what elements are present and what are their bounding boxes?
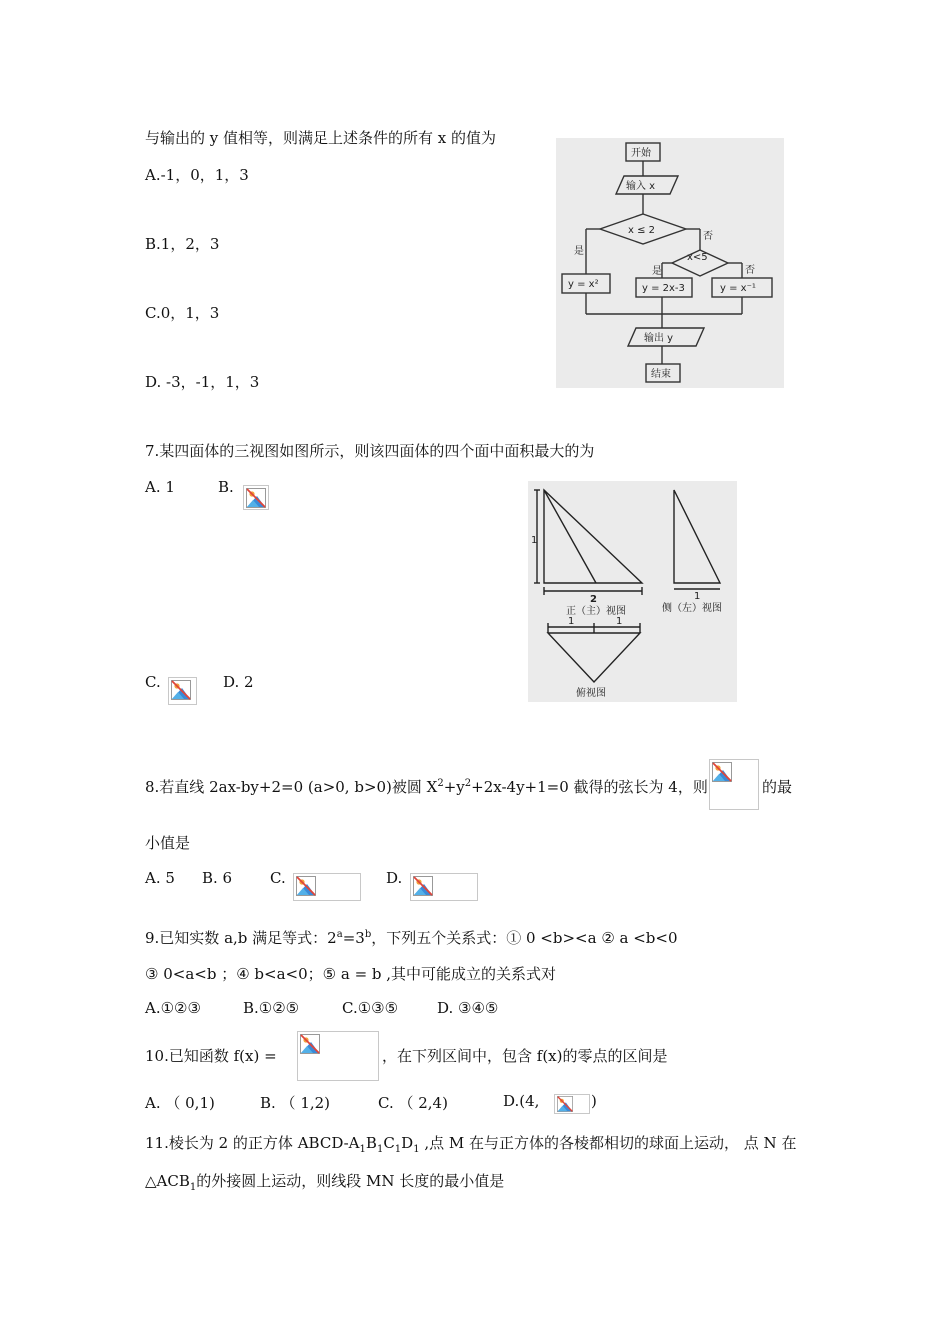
broken-image-icon <box>410 873 478 901</box>
flow-input-label: 输入 x <box>626 181 656 192</box>
q8-option-a: A. 5 <box>145 869 175 887</box>
broken-image-icon <box>293 873 361 901</box>
flow-out3-label: y = x⁻¹ <box>720 283 756 294</box>
q11-sub-b1: 1 <box>376 1144 384 1155</box>
q10-option-a: A. （ 0,1) <box>145 1094 215 1112</box>
q9-stem-part-a: 9.已知实数 a,b 满足等式：2 <box>145 929 337 947</box>
q9-stem-line2: ③ 0<a<b ；④ b<a<0；⑤ a = b ,其中可能成立的关系式对 <box>145 965 557 983</box>
q11-part-d: D <box>401 1134 414 1152</box>
top-left-label: 1 <box>568 616 575 627</box>
top-right-label: 1 <box>616 616 623 627</box>
flow-cond1-label: x ≤ 2 <box>628 225 656 236</box>
q11-sub-b1-tri: 1 <box>189 1182 197 1193</box>
q10-option-b: B. （ 1,2) <box>260 1094 331 1112</box>
q9-stem-line1 <box>145 927 678 948</box>
flow-yes-1: 是 <box>574 246 584 257</box>
q6-option-c: C.0，1，3 <box>145 304 220 322</box>
q10-option-d: D.(4, <box>503 1092 540 1110</box>
q8-stem-part-b: +y <box>443 778 465 796</box>
q6-stem: 与输出的 y 值相等，则满足上述条件的所有 x 的值为 <box>145 129 497 147</box>
flow-out1-label: y = x² <box>568 279 599 290</box>
q11-sub-c1: 1 <box>394 1144 402 1155</box>
q11-part-c: C <box>383 1134 395 1152</box>
flow-output-label: 输出 y <box>644 333 674 344</box>
q11-sub-a1: 1 <box>359 1144 366 1155</box>
q10-option-d-close: ) <box>591 1092 597 1110</box>
q10-stem-b: ，在下列区间中，包含 f(x)的零点的区间是 <box>382 1047 668 1065</box>
flowchart-figure <box>556 138 784 388</box>
q9-option-a: A.①②③ <box>145 999 201 1017</box>
flow-start-label: 开始 <box>631 148 651 159</box>
q8-stem-end: 的最 <box>762 778 793 796</box>
q11-part-e: ,点 M 在与正方体的各棱都相切的球面上运动， 点 N 在 <box>419 1134 797 1152</box>
q7-option-d: D. 2 <box>223 673 254 691</box>
broken-image-icon <box>168 677 197 705</box>
q11-part-a: 11.棱长为 2 的正方体 ABCD-A <box>145 1134 360 1152</box>
q8-option-b: B. 6 <box>202 869 233 887</box>
q6-option-b: B.1，2，3 <box>145 235 220 253</box>
flow-no-2: 否 <box>745 265 755 276</box>
q9-sup-b: b <box>364 929 372 940</box>
q8-option-d: D. <box>386 869 403 887</box>
q10-stem-a: 10.已知函数 f(x) = <box>145 1047 277 1065</box>
q7-stem: 7.某四面体的三视图如图所示，则该四面体的四个面中面积最大的为 <box>145 442 595 460</box>
q11-sub-d1: 1 <box>413 1144 420 1155</box>
broken-image-icon <box>554 1094 590 1114</box>
q8-stem-part-c: +2x-4y+1=0 截得的弦长为 4，则 <box>471 778 708 796</box>
flow-yes-2: 是 <box>652 266 662 277</box>
flow-no-1: 否 <box>703 231 713 242</box>
side-view-caption: 侧（左）视图 <box>662 603 722 614</box>
q8-sup-y: 2 <box>464 778 472 789</box>
q8-sup-x: 2 <box>437 778 444 789</box>
q9-stem-part-b: =3 <box>342 929 365 947</box>
q8-stem-line2: 小值是 <box>145 834 191 852</box>
top-view <box>548 633 640 682</box>
flow-out2-label: y = 2x-3 <box>642 283 685 294</box>
q11-line2-b: 的外接圆上运动，则线段 MN 长度的最小值是 <box>196 1172 505 1190</box>
q9-option-d: D. ③④⑤ <box>437 999 499 1017</box>
front-view-caption: 正（主）视图 <box>566 606 626 617</box>
broken-image-icon <box>709 759 759 810</box>
q9-option-c: C.①③⑤ <box>342 999 399 1017</box>
q6-option-d: D. -3，-1，1，3 <box>145 373 260 391</box>
q11-line1 <box>145 1132 796 1153</box>
three-view-figure <box>528 481 737 702</box>
top-view-caption: 俯视图 <box>576 688 606 699</box>
broken-image-icon <box>297 1031 379 1081</box>
broken-image-icon <box>243 485 269 510</box>
front-view-outer <box>544 490 642 583</box>
q7-option-b: B. <box>218 478 234 496</box>
q8-stem-line1 <box>145 776 708 797</box>
q10-option-c: C. （ 2,4) <box>378 1094 448 1112</box>
q9-sup-a: a <box>336 929 343 940</box>
q8-stem-part-a: 8.若直线 2ax-by+2=0 (a>0, b>0)被圆 X <box>145 778 438 796</box>
q8-option-c: C. <box>270 869 286 887</box>
q7-option-c: C. <box>145 673 161 691</box>
front-height-label: 1 <box>531 535 538 546</box>
side-width-label: 1 <box>694 591 701 602</box>
q9-option-b: B.①②⑤ <box>243 999 300 1017</box>
q11-part-b: B <box>365 1134 377 1152</box>
q11-line2-a: △ACB <box>145 1172 190 1190</box>
flow-end-label: 结束 <box>651 369 671 380</box>
side-view <box>674 490 720 583</box>
flow-cond2-label: x<5 <box>687 252 708 263</box>
q9-stem-part-c: ，下列五个关系式：① 0 <b><a ② a <b<0 <box>371 929 678 947</box>
q7-option-a: A. 1 <box>145 478 175 496</box>
q6-option-a: A.-1，0，1，3 <box>145 166 249 184</box>
front-width-label: 2 <box>590 594 597 605</box>
q11-line2 <box>145 1170 504 1191</box>
